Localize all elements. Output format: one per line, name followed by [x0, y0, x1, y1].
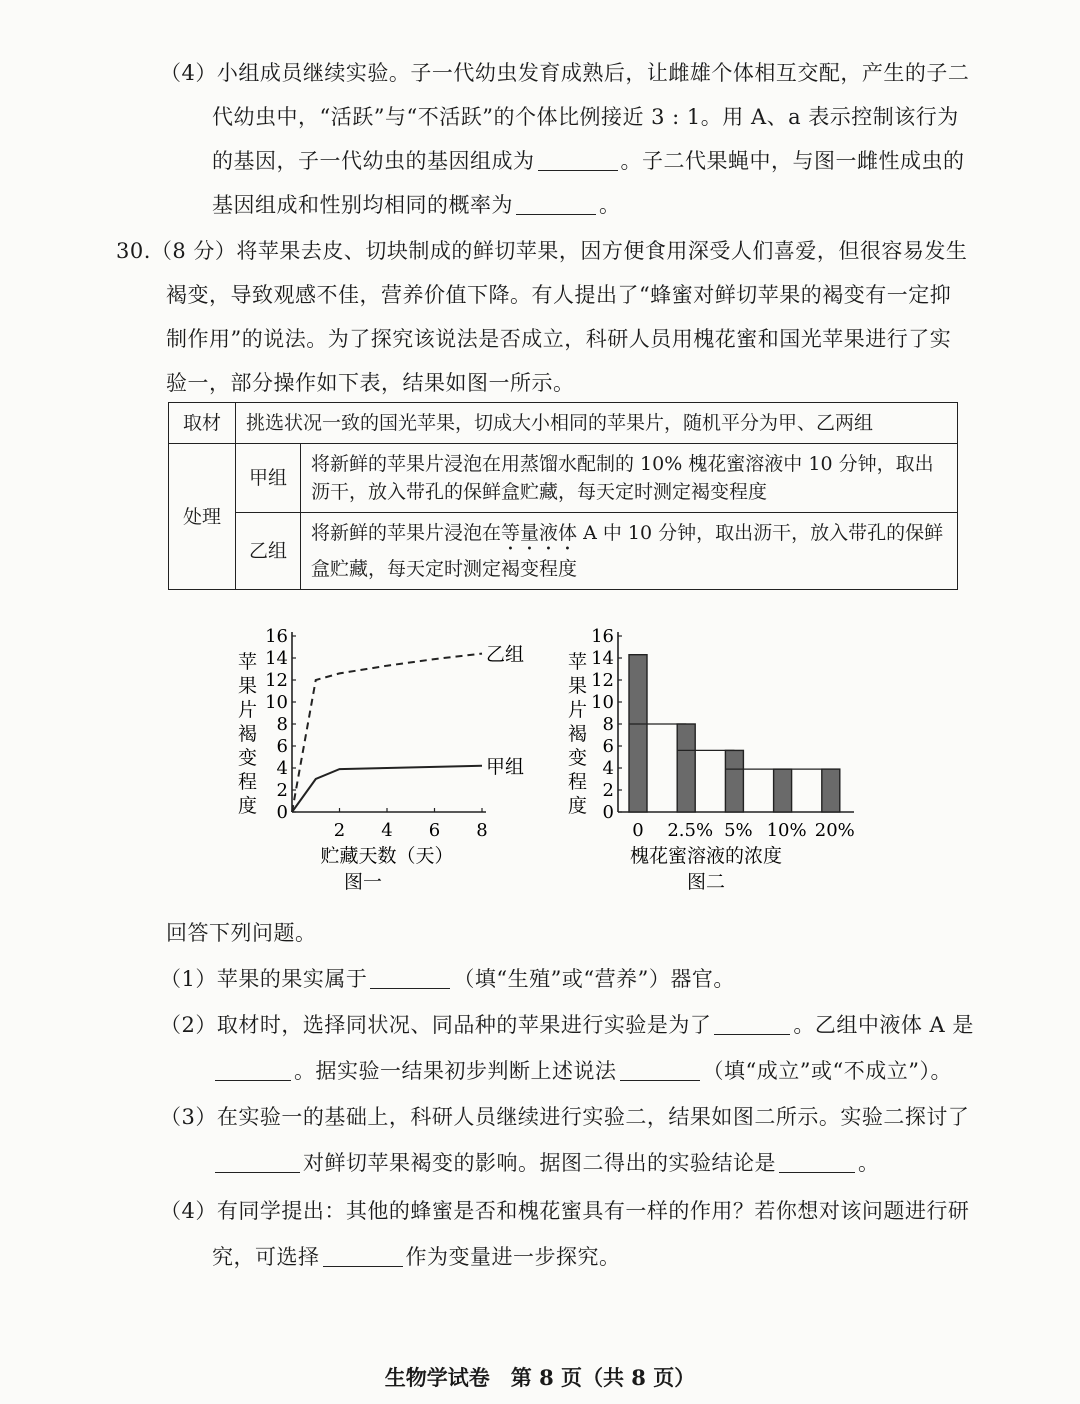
q4-text: 究，可选择 — [212, 1245, 320, 1269]
y-tick-label: 4 — [602, 758, 614, 779]
chart2-xlabel: 槐花蜜溶液的浓度 — [629, 845, 783, 867]
chart2-ylabel — [568, 651, 587, 817]
y-tick-label: 8 — [276, 714, 288, 735]
q30-line4: 验一，部分操作如下表，结果如图一所示。 — [166, 371, 575, 395]
question-2-line1 — [160, 1010, 974, 1040]
series-line — [292, 766, 482, 812]
q2-text: 。据实验一结果初步判断上述说法 — [294, 1059, 617, 1083]
chart1-xlabel: 贮藏天数（天） — [320, 845, 454, 867]
questions-intro: 回答下列问题。 — [166, 921, 317, 945]
ylabel-char: 果 — [238, 675, 258, 697]
x-tick-label: 2.5% — [667, 820, 714, 841]
q2-text: （2）取材时，选择同状况、同品种的苹果进行实验是为了 — [160, 1013, 712, 1037]
q4-text: 作为变量进一步探究。 — [405, 1245, 621, 1269]
group-jia-label: 甲组 — [236, 444, 301, 513]
y-tick-label: 8 — [602, 714, 614, 735]
y-tick-label: 6 — [602, 736, 614, 757]
series-label: 甲组 — [486, 755, 525, 778]
ylabel-char: 变 — [238, 747, 258, 769]
q30-line1: 30.（8 分）将苹果去皮、切块制成的鲜切苹果，因方便食用深受人们喜爱，但很容易发生 — [116, 239, 968, 263]
answer-blank[interactable] — [620, 1058, 700, 1081]
x-tick-label: 5% — [724, 820, 753, 841]
series-label: 乙组 — [486, 643, 525, 666]
table-row — [169, 444, 958, 513]
group-jia-content: 将新鲜的苹果片浸泡在用蒸馏水配制的 10% 槐花蜜溶液中 10 分钟，取出沥干，放入带孔的保鲜盒贮藏，每天定时测定褐变程度 — [301, 444, 958, 513]
q29-4-text: 的基因，子一代幼虫的基因组成为 — [212, 149, 535, 173]
bar — [822, 769, 840, 812]
q1-text: （填“生殖”或“营养”）器官。 — [453, 967, 735, 991]
bar — [677, 724, 695, 812]
q29-4-line3 — [212, 146, 965, 176]
chart1-ticks — [265, 626, 488, 841]
answer-blank[interactable] — [714, 1012, 790, 1035]
chart2-bars — [629, 655, 840, 812]
x-tick-label: 0 — [632, 820, 644, 841]
series-line — [292, 654, 482, 812]
ylabel-char: 程 — [238, 771, 258, 793]
question-1 — [160, 964, 735, 994]
ylabel-char: 片 — [568, 699, 588, 721]
x-tick-label: 2 — [333, 820, 346, 841]
chart1-ylabel — [238, 651, 257, 817]
table-row — [169, 513, 958, 590]
answer-blank[interactable] — [215, 1150, 300, 1173]
question-4-line2 — [212, 1242, 621, 1272]
chart1-axes — [292, 632, 486, 812]
y-tick-label: 10 — [591, 692, 614, 713]
x-tick-label: 8 — [476, 820, 488, 841]
q29-4-line2: 代幼虫中，“活跃”与“不活跃”的个体比例接近 3 : 1。用 A、a 表示控制该行为 — [212, 105, 959, 129]
y-tick-label: 14 — [591, 648, 614, 669]
chart2-title: 图二 — [686, 871, 726, 893]
y-tick-label: 2 — [276, 780, 288, 801]
ylabel-char: 果 — [568, 675, 588, 697]
y-tick-label: 16 — [591, 626, 614, 647]
ylabel-char: 褐 — [238, 723, 258, 745]
q29-4-line1: （4）小组成员继续实验。子一代幼虫发育成熟后，让雌雄个体相互交配，产生的子二 — [160, 61, 970, 85]
q1-text: （1）苹果的果实属于 — [160, 967, 368, 991]
yi-text: 将新鲜的苹果片浸泡在 — [311, 522, 502, 544]
y-tick-label: 16 — [265, 626, 288, 647]
ylabel-char: 苹 — [238, 651, 258, 673]
q3-text: 对鲜切苹果褐变的影响。据图二得出的实验结论是 — [303, 1151, 776, 1175]
ylabel-char: 度 — [238, 795, 258, 817]
figure-1-line-chart — [230, 622, 540, 894]
material-content: 挑选状况一致的国光苹果，切成大小相同的苹果片，随机平分为甲、乙两组 — [236, 403, 958, 444]
question-4-line1: （4）有同学提出：其他的蜂蜜是否和槐花蜜具有一样的作用？若你想对该问题进行研 — [160, 1199, 970, 1223]
q29-4-line4 — [212, 190, 621, 220]
group-yi-label: 乙组 — [236, 513, 301, 590]
answer-blank[interactable] — [215, 1058, 291, 1081]
x-tick-label: 20% — [814, 820, 855, 841]
x-tick-label: 10% — [766, 820, 807, 841]
q30-line3: 制作用”的说法。为了探究该说法是否成立，科研人员用槐花蜜和国光苹果进行了实 — [166, 327, 952, 351]
bar — [725, 750, 743, 812]
x-tick-label: 6 — [428, 820, 441, 841]
figure-2-bar-chart — [560, 622, 880, 894]
yi-text: A 中 10 分钟，取出沥干，放入带孔的保鲜盒贮藏，每天定时测定褐变程度 — [311, 522, 944, 580]
q2-text: （填“成立”或“不成立”）。 — [702, 1059, 952, 1083]
q29-4-text: 。子二代果蝇中，与图一雌性成虫的 — [620, 149, 965, 173]
y-tick-label: 6 — [276, 736, 288, 757]
ylabel-char: 变 — [568, 747, 588, 769]
ylabel-char: 苹 — [568, 651, 588, 673]
y-tick-label: 0 — [602, 802, 614, 823]
y-tick-label: 2 — [602, 780, 614, 801]
table-row — [169, 403, 958, 444]
question-3-line1: （3）在实验一的基础上，科研人员继续进行实验二，结果如图二所示。实验二探讨了 — [160, 1105, 970, 1129]
bar — [774, 769, 792, 812]
y-tick-label: 4 — [276, 758, 288, 779]
bar — [629, 655, 647, 812]
ylabel-char: 程 — [568, 771, 588, 793]
answer-blank[interactable] — [538, 148, 618, 171]
answer-blank[interactable] — [323, 1244, 403, 1267]
y-tick-label: 12 — [265, 670, 288, 691]
q30-line2: 褐变，导致观感不佳，营养价值下降。有人提出了“蜂蜜对鲜切苹果的褐变有一定抑 — [166, 283, 952, 307]
question-3-line2 — [212, 1148, 880, 1178]
y-tick-label: 12 — [591, 670, 614, 691]
chart1-series — [292, 644, 524, 812]
page-footer: 生物学试卷 第 8 页（共 8 页） — [384, 1365, 696, 1390]
row-label-treatment: 处理 — [169, 444, 236, 590]
row-label-material: 取材 — [169, 403, 236, 444]
answer-blank[interactable] — [370, 966, 450, 989]
ylabel-char: 度 — [568, 795, 588, 817]
chart1-title: 图一 — [343, 871, 383, 893]
question-2-line2 — [212, 1056, 952, 1086]
answer-blank[interactable] — [516, 192, 596, 215]
ylabel-char: 褐 — [568, 723, 588, 745]
x-tick-label: 4 — [381, 820, 393, 841]
answer-blank[interactable] — [779, 1150, 855, 1173]
q29-4-text: 。 — [599, 193, 621, 217]
y-tick-label: 10 — [265, 692, 288, 713]
y-tick-label: 0 — [276, 802, 288, 823]
q3-text: 。 — [858, 1151, 880, 1175]
yi-emphasis-text: 等量液体 — [501, 522, 578, 544]
q2-text: 。乙组中液体 A 是 — [793, 1013, 974, 1037]
q29-4-text: 基因组成和性别均相同的概率为 — [212, 193, 513, 217]
group-yi-content — [301, 513, 958, 590]
ylabel-char: 片 — [238, 699, 258, 721]
y-tick-label: 14 — [265, 648, 288, 669]
experiment-table — [168, 402, 958, 590]
